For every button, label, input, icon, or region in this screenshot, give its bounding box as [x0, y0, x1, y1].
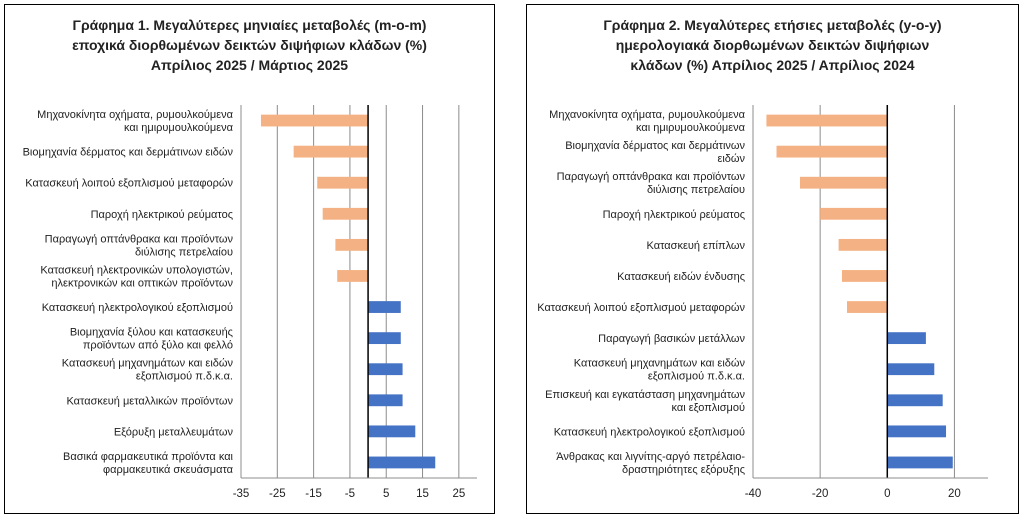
category-label-line: εξοπλισμού π.δ.κ.α. [135, 370, 233, 383]
category-label [40, 264, 233, 289]
category-label-line: Κατασκευή ηλεκτρονικών υπολογιστών, [40, 264, 233, 277]
x-tick-label: -5 [344, 488, 356, 500]
category-label-line: και ημιρυμουλκούμενα [636, 122, 745, 135]
x-tick-label: 25 [452, 488, 466, 500]
category-label [565, 140, 745, 165]
bar [294, 146, 368, 158]
category-label-line: Παραγωγή οπτάνθρακα και προϊόντων [556, 171, 745, 184]
chart-title-line: εποχικά διορθωμένων δεικτών διψήφιων κλάδων (%) [72, 37, 427, 53]
category-label-line: εξοπλισμού π.δ.κ.α. [647, 370, 745, 383]
category-label [42, 302, 233, 314]
category-label-line: ηλεκτρονικών και οπτικών προϊόντων [51, 277, 233, 290]
bar [777, 146, 888, 158]
category-label [617, 271, 745, 283]
category-label [598, 333, 745, 345]
chart-title-line: Απρίλιος 2025 / Μάρτιος 2025 [150, 57, 349, 73]
category-label-line: Επισκευή και εγκατάσταση μηχανημάτων [545, 388, 745, 401]
category-label-line: Βασικά φαρμακευτικά προϊόντα και [63, 450, 233, 463]
category-label-line: Παροχή ηλεκτρικού ρεύματος [90, 208, 233, 221]
category-label [45, 233, 234, 258]
bar [368, 301, 401, 313]
category-label [23, 147, 234, 159]
category-label-line: Παραγωγή βασικών μετάλλων [598, 333, 745, 346]
bar [368, 394, 402, 406]
category-label-line: Εξόρυξη μεταλλευμάτων [113, 426, 233, 439]
category-label-line: Μηχανοκίνητα οχήματα, ρυμουλκούμενα [37, 109, 233, 122]
category-label [114, 426, 234, 438]
category-label-line: Βιομηχανία δέρματος και δερμάτινων ειδών [22, 146, 233, 159]
category-label-line: Μηχανοκίνητα οχήματα, ρυμουλκούμενα [549, 109, 745, 122]
chart-title-line: κλάδων (%) Απρίλιος 2025 / Απρίλιος 2024 [630, 57, 915, 73]
category-label [70, 327, 233, 352]
x-tick-label: 5 [383, 488, 390, 500]
category-label-line: και ημιρυμουλκούμενα [124, 122, 233, 135]
bar [335, 239, 368, 251]
x-tick-label: -25 [268, 488, 286, 500]
category-label-line: Παραγωγή οπτάνθρακα και προϊόντων [44, 233, 233, 246]
x-tick-label: 20 [948, 488, 961, 500]
chart-title-line: ημερολογιακά διορθωμένων δεικτών διψήφιων [615, 37, 930, 53]
bar [887, 394, 942, 406]
chart-panel-monthly [4, 4, 495, 514]
category-label-line: διύλισης πετρελαίου [646, 184, 745, 197]
bar [887, 363, 934, 375]
category-label [62, 358, 234, 383]
category-label-line: Κατασκευή επίπλων [646, 239, 745, 252]
bar [887, 425, 946, 437]
category-label [574, 358, 746, 383]
bar [317, 177, 368, 189]
category-label-line: διύλισης πετρελαίου [134, 246, 233, 259]
chart-annual-plot [527, 5, 1018, 513]
bar [887, 332, 926, 344]
bar [323, 208, 368, 220]
category-label-line: δραστηριότητες εξόρυξης [622, 463, 745, 476]
category-label [549, 109, 745, 134]
category-label-line: Κατασκευή ηλεκτρολογικού εξοπλισμού [41, 302, 233, 315]
category-label-line: Κατασκευή λοιπού εξοπλισμού μεταφορών [537, 302, 745, 315]
category-label-line: Βιομηχανία δέρματος και δερμάτινων [565, 140, 745, 153]
category-label [603, 209, 745, 221]
category-label-line: Κατασκευή μηχανημάτων και ειδών [61, 357, 233, 370]
category-label-line: φαρμακευτικά σκευάσματα [102, 463, 233, 476]
category-label-line: Κατασκευή μεταλλικών προϊόντων [66, 395, 233, 408]
x-tick-label: 15 [416, 488, 429, 500]
chart-monthly-plot [5, 5, 494, 513]
category-label [554, 426, 745, 438]
bar [368, 425, 415, 437]
bar [368, 332, 401, 344]
category-label-line: Κατασκευή λοιπού εξοπλισμού μεταφορών [25, 177, 233, 190]
chart-panel-annual [526, 4, 1019, 514]
category-label [66, 395, 233, 407]
bar [368, 363, 402, 375]
bar [842, 270, 887, 282]
bar [368, 457, 435, 469]
category-label-line: ειδών [717, 153, 745, 166]
x-tick-label: 0 [884, 488, 891, 500]
bar [766, 115, 887, 127]
category-label [25, 178, 233, 190]
bar [261, 115, 368, 127]
bar [820, 208, 887, 220]
category-label [91, 209, 233, 221]
category-label-line: Βιομηχανία ξύλου και κατασκευής [69, 326, 233, 339]
chart-title-line: Γράφημα 1. Μεγαλύτερες μηνιαίες μεταβολές (m-o-m) [72, 17, 427, 33]
category-label [537, 302, 745, 314]
category-label [63, 451, 234, 476]
category-label-line: και εξοπλισμού [671, 401, 745, 414]
bar [337, 270, 368, 282]
x-tick-label: -15 [305, 488, 322, 500]
category-label [557, 171, 746, 196]
category-label-line: Κατασκευή ειδών ένδυσης [617, 270, 745, 283]
chart-title-line: Γράφημα 2. Μεγαλύτερες ετήσιες μεταβολές (y-o-y) [603, 17, 942, 33]
category-label [556, 451, 745, 476]
category-label-line: Κατασκευή μηχανημάτων και ειδών [573, 357, 745, 370]
x-tick-label: -40 [744, 488, 762, 500]
bar [800, 177, 887, 189]
category-label [647, 240, 746, 252]
bar [887, 457, 952, 469]
category-label-line: Παροχή ηλεκτρικού ρεύματος [602, 208, 745, 221]
category-label-line: Άνθρακας και λιγνίτης-αργό πετρέλαιο- [556, 450, 745, 463]
category-label [545, 389, 745, 414]
category-label [37, 109, 233, 134]
x-tick-label: -35 [232, 488, 250, 500]
category-label-line: Κατασκευή ηλεκτρολογικού εξοπλισμού [553, 426, 745, 439]
category-label-line: προϊόντων από ξύλο και φελλό [82, 339, 233, 352]
bar [839, 239, 888, 251]
x-tick-label: -20 [811, 488, 829, 500]
bar [847, 301, 887, 313]
